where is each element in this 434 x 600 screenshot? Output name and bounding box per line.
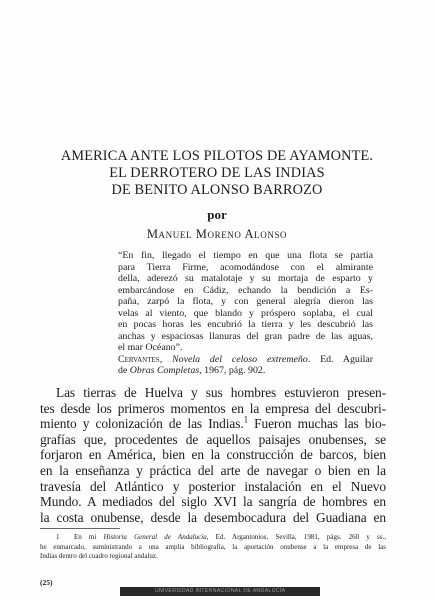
footnote-line: Indias dentro del cuadro regional andaluz. <box>40 552 158 561</box>
epigraph-source-author: Cervantes <box>118 353 160 365</box>
body-line: Mundo. A mediados del siglo XVI la sangría de hombres en <box>40 494 386 510</box>
body-line: tes desde los primeros momentos en la empresa del descubri- <box>40 400 386 416</box>
footnote-number: 1 <box>56 533 60 541</box>
author-name: Manuel Moreno Alonso <box>146 227 288 241</box>
body-line: Las tierras de Huelva y sus hombres estuvieron presen- <box>56 385 386 400</box>
footnote-ref[interactable]: 1 <box>243 414 248 425</box>
byline: por <box>207 207 227 222</box>
body-line: en la enseñanza y práctica del arte de navegar o bien en la <box>40 463 386 478</box>
article-title-line-3: DE BENITO ALONSO BARROZO <box>111 182 323 198</box>
epigraph-line: para Tierra Firme, acomodándose con el almirante <box>118 261 373 273</box>
epigraph-line: paña, zarpó la flota, y con general alegría dieron las <box>118 296 373 307</box>
footnote-divider <box>40 528 120 529</box>
epigraph-line: en pocas horas les encubrió la tierra y les descubrió las <box>118 319 373 330</box>
epigraph-source-work: Novela del celoso extremeño <box>172 353 308 365</box>
body-line: forjaron en América, bien en la construcción de barcos, bien <box>40 447 386 463</box>
watermark-text: UNIVERSIDAD INTERNACIONAL DE ANDALUCÍA <box>154 588 286 594</box>
epigraph-source-line-2: de Obras Completas, 1967, pág. 902. <box>118 365 266 376</box>
body-line: travesía del Atlántico y posterior instalación en el Nuevo <box>40 478 386 494</box>
epigraph-line: velas al viento, que blando y próspero soplaba, el cual <box>118 307 373 319</box>
epigraph-line: embarcándose en Cádiz, echando la bendición a Es- <box>118 284 373 296</box>
epigraph-line: della, aderezó su matalotaje y su mortaja de esparto y <box>118 273 373 284</box>
epigraph-line: el mar Océano”. <box>118 342 183 353</box>
footnote-line: 1 En mi Historia General de Andalucía, Ed. Argantonios, Sevilla, 1981, págs. 260 y ss., <box>56 533 387 541</box>
footnote-line: he enmarcado, suministrando a una amplia bibliografía, la aportación onubense a la empresa de las <box>40 542 386 551</box>
article-title-line-2: EL DERROTERO DE LAS INDIAS <box>109 165 325 181</box>
article-title-line-1: AMERICA ANTE LOS PILOTOS DE AYAMONTE. <box>60 148 374 164</box>
epigraph-line: “En fin, llegado el tiempo en que una flota se partía <box>118 250 373 261</box>
epigraph-source: Cervantes, Novela del celoso extremeño. Ed. Aguilar <box>118 353 374 365</box>
body-line: miento y colonización de las Indias.$^1$ Fueron muchas las bio- <box>40 414 386 432</box>
body-line: grafías que, procedentes de aquellos paisajes onubenses, se <box>40 431 386 447</box>
page-number: (25) <box>40 578 53 587</box>
epigraph-line: anchas y espaciosas llanuras del gran padre de las aguas, <box>118 330 373 342</box>
body-line: la costa onubense, desde la desembocadura del Guadiana en <box>40 509 386 525</box>
